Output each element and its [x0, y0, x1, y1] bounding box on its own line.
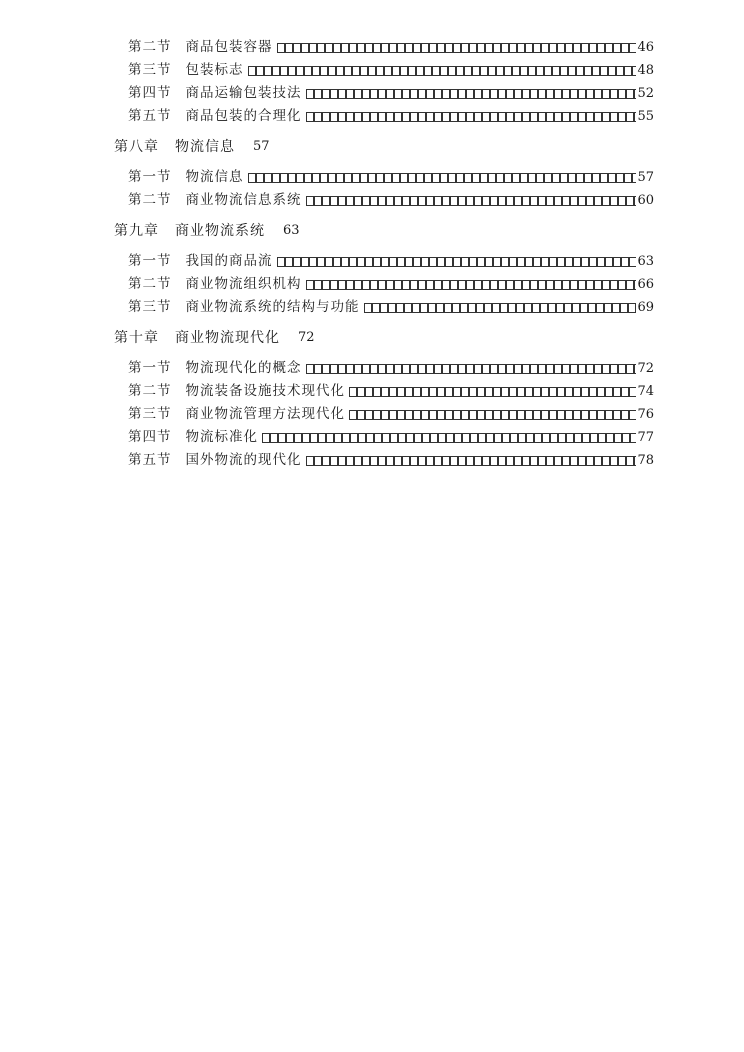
page-number: 63	[283, 223, 300, 238]
dot-leader	[306, 456, 637, 466]
section-title: 物流信息	[185, 169, 244, 185]
dot-leader	[349, 410, 636, 420]
section-number: 第二节	[128, 192, 172, 208]
chapter-number: 第九章	[114, 223, 159, 239]
toc-section-entry[interactable]	[114, 426, 654, 449]
chapter-number: 第八章	[114, 139, 159, 155]
toc-section-entry[interactable]	[114, 105, 654, 128]
section-number: 第四节	[128, 85, 172, 101]
dot-leader	[306, 89, 637, 99]
dot-leader	[306, 112, 637, 122]
dot-leader	[248, 173, 637, 183]
section-title: 商业物流信息系统	[185, 192, 302, 208]
section-title: 物流标准化	[185, 429, 258, 445]
section-number: 第五节	[128, 108, 172, 124]
dot-leader	[306, 364, 637, 374]
section-number: 第一节	[128, 360, 172, 376]
section-number: 第二节	[128, 276, 172, 292]
dot-leader	[306, 280, 637, 290]
page-number: 78	[637, 453, 654, 468]
page-number: 60	[637, 193, 654, 208]
dot-leader	[277, 257, 637, 267]
toc-section-entry[interactable]	[114, 82, 654, 105]
toc-section-entry[interactable]	[114, 166, 654, 189]
toc-section-entry[interactable]	[114, 59, 654, 82]
toc-section-entry[interactable]	[114, 250, 654, 273]
page-number: 74	[637, 384, 654, 399]
dot-leader	[262, 433, 636, 443]
page-number: 63	[637, 254, 654, 269]
toc-section-entry[interactable]	[114, 273, 654, 296]
toc-section-entry[interactable]	[114, 403, 654, 426]
page-number: 57	[637, 170, 654, 185]
section-number: 第四节	[128, 429, 172, 445]
page-number: 77	[637, 430, 654, 445]
chapter-title: 物流信息	[175, 139, 235, 155]
page-number: 48	[637, 63, 654, 78]
dot-leader	[277, 43, 637, 53]
section-title: 商业物流系统的结构与功能	[185, 299, 360, 315]
section-number: 第三节	[128, 406, 172, 422]
page-number: 72	[298, 330, 315, 345]
dot-leader	[364, 303, 637, 313]
chapter-number: 第十章	[114, 330, 159, 346]
section-title: 物流装备设施技术现代化	[185, 383, 345, 399]
dot-leader	[306, 196, 637, 206]
toc-section-entry[interactable]	[114, 36, 654, 59]
section-number: 第五节	[128, 452, 172, 468]
section-title: 我国的商品流	[185, 253, 273, 269]
section-number: 第二节	[128, 383, 172, 399]
page-number: 72	[637, 361, 654, 376]
dot-leader	[248, 66, 637, 76]
page-number: 66	[637, 277, 654, 292]
section-number: 第三节	[128, 299, 172, 315]
section-title: 商品包装容器	[185, 39, 273, 55]
page-number: 69	[637, 300, 654, 315]
section-title: 物流现代化的概念	[185, 360, 302, 376]
toc-chapter-entry[interactable]	[114, 219, 654, 243]
section-title: 商业物流管理方法现代化	[185, 406, 345, 422]
section-title: 国外物流的现代化	[185, 452, 302, 468]
section-number: 第二节	[128, 39, 172, 55]
toc-chapter-entry[interactable]	[114, 326, 654, 350]
toc-section-entry[interactable]	[114, 380, 654, 403]
page-number: 76	[637, 407, 654, 422]
chapter-title: 商业物流系统	[175, 223, 265, 239]
dot-leader	[349, 387, 636, 397]
section-number: 第三节	[128, 62, 172, 78]
page-number: 46	[637, 40, 654, 55]
chapter-title: 商业物流现代化	[175, 330, 280, 346]
section-title: 商品运输包装技法	[185, 85, 302, 101]
section-number: 第一节	[128, 253, 172, 269]
page-number: 52	[637, 86, 654, 101]
toc-chapter-entry[interactable]	[114, 135, 654, 159]
toc-section-entry[interactable]	[114, 189, 654, 212]
toc-section-entry[interactable]	[114, 357, 654, 380]
section-number: 第一节	[128, 169, 172, 185]
section-title: 商品包装的合理化	[185, 108, 302, 124]
toc-section-entry[interactable]	[114, 449, 654, 472]
page-number: 55	[637, 109, 654, 124]
table-of-contents	[114, 36, 654, 472]
section-title: 包装标志	[185, 62, 244, 78]
section-title: 商业物流组织机构	[185, 276, 302, 292]
page-number: 57	[253, 139, 270, 154]
toc-section-entry[interactable]	[114, 296, 654, 319]
